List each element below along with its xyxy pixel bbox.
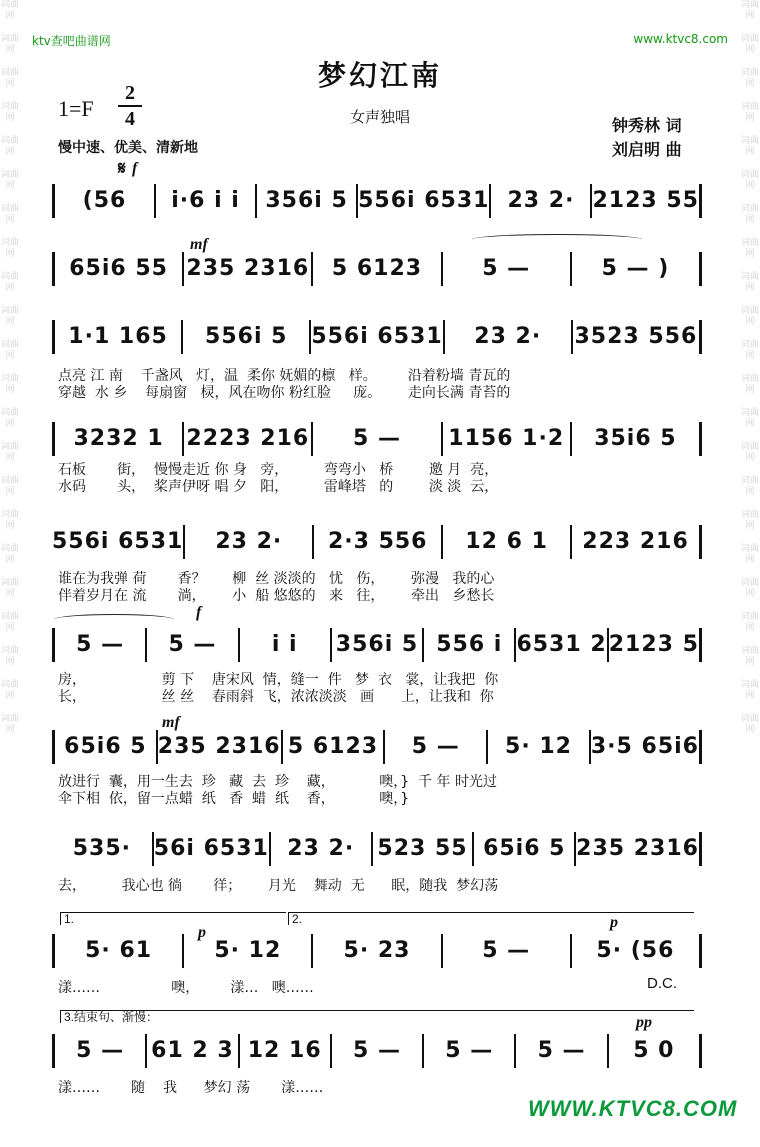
measure: i i [240, 628, 332, 662]
measure: 556i 6531 [358, 184, 491, 218]
performance-type: 女声独唱 [350, 108, 411, 126]
measure: 1156 1·2 [443, 422, 572, 456]
notes-row [52, 525, 702, 559]
notes-row [52, 832, 702, 866]
measure: 5 6123 [313, 252, 442, 286]
lyrics-verse-2: 水码 头， 桨声伊呀 唱 夕 阳， 雷峰塔 的 淡 淡 云， [58, 479, 499, 495]
measure: 12 16 [240, 1034, 332, 1068]
measure: 65i6 55 [55, 252, 184, 286]
measure: 3232 1 [55, 422, 184, 456]
lyrics-verse-1: 点亮 江 南 千盏风 灯，温 柔你 妩媚的檩 样。 沿着粉墙 青瓦的 [58, 368, 511, 384]
lyrics-verse-2: 穿越 水 乡 每扇窗 棂，风在吻你 粉红脸 庞。 走向长满 青苔的 [58, 385, 511, 401]
measure: 5 — [424, 1034, 516, 1068]
tempo-marking: 慢中速、优美、清新地 [58, 140, 198, 156]
notes-row [52, 422, 702, 456]
measure: 235 2316 [158, 730, 283, 764]
measure: 523 55 [373, 832, 475, 866]
dynamic-forte: f [132, 160, 138, 177]
measure: 556i 6531 [311, 320, 444, 354]
measure: 5 — [55, 628, 147, 662]
song-title: 梦幻江南 [317, 59, 442, 92]
measure: 2123 55 [592, 188, 699, 213]
measure: 5 — [147, 628, 239, 662]
measure: 5 — ) [601, 256, 670, 281]
measure: 5· 61 [55, 934, 184, 968]
credits [612, 114, 682, 162]
lyrics-verse-1: 石板 街， 慢慢走近 你 身 旁， 弯弯小 桥 邀 月 亮， [58, 462, 499, 478]
lyrics-verse-1: 谁在为我弹 荷 香？ 柳 丝 淡淡的 忧 伤， 弥漫 我的心 [58, 571, 495, 587]
dynamic-mezzo-forte-2: mf [162, 714, 180, 731]
volta-second-ending: 2. [288, 912, 694, 925]
measure: 356i 5 [257, 184, 358, 218]
measure: 5 — [55, 1034, 147, 1068]
side-watermark-left: 词曲网 词曲网 词曲网 词曲网 词曲网 词曲网 词曲网 词曲网 词曲网 词曲网 词曲网 词曲网 词曲网 词曲网 词曲网 词曲网 词曲网 词曲网 词曲网 词曲网 词曲网 词曲网 [0, 0, 19, 735]
lyrics-verse-1: 放进行 囊，用一生去 珍 藏 去 珍 藏， 噢，} 千 年 时光过 [58, 774, 497, 790]
lyrics-verse-1: 漾…… 随 我 梦幻 荡 漾…… [58, 1080, 324, 1096]
measure: 23 2· [185, 525, 314, 559]
lyrics-verse-2: 长， 丝 丝 春雨斜 飞，浓浓淡淡 画 上，让我和 你 [58, 689, 494, 705]
segno-sign: 𝄋 [118, 158, 126, 178]
measure: 56i 6531 [154, 832, 271, 866]
key-signature: 1=F [58, 96, 94, 121]
measure: 5 6123 [283, 730, 386, 764]
measure: 356i 5 [332, 628, 424, 662]
measure: 5· 23 [313, 934, 442, 968]
composer: 刘启明 曲 [612, 140, 682, 159]
notes-row [52, 1034, 702, 1068]
measure: 5 — [443, 934, 572, 968]
lyrics-verse-2: 伞下相 依，留一点蜡 纸 香 蜡 纸 香， 噢，} [58, 791, 410, 807]
lyricist: 钟秀林 词 [612, 116, 682, 135]
measure: 5· 12 [184, 934, 313, 968]
measure: 556 i [424, 628, 516, 662]
lyrics-verse-1: 去， 我心也 徜 徉； 月光 舞动 无 眠，随我 梦幻荡 [58, 878, 499, 894]
dynamic-piano: p [198, 924, 206, 941]
lyrics-verse-1: 房， 剪 下 唐宋风 情，缝一 件 梦 衣 裳，让我把 你 [58, 672, 499, 688]
notes-row [52, 184, 702, 218]
measure: i·6 i i [156, 184, 257, 218]
meter-bottom: 4 [125, 108, 135, 130]
dynamic-pianissimo: pp [636, 1014, 652, 1031]
measure: 5· (56 [596, 938, 675, 963]
volta-first-ending: 1. [60, 912, 286, 925]
measure: 65i6 5 [55, 730, 158, 764]
measure: 23 2· [491, 184, 592, 218]
measure: 5 — [332, 1034, 424, 1068]
measure: 223 216 [582, 529, 689, 554]
measure: (56 [55, 184, 156, 218]
tie-mark [54, 614, 174, 625]
measure: 535· [52, 832, 154, 866]
watermark-site-name: ktv查吧曲谱网 [32, 34, 111, 48]
measure: 5 0 [633, 1038, 675, 1063]
notes-row [52, 730, 702, 764]
measure: 556i 6531 [52, 525, 185, 559]
time-signature [118, 82, 142, 130]
measure: 1·1 165 [55, 320, 183, 354]
dynamic-mezzo-forte: mf [190, 236, 208, 253]
measure: 35i6 5 [594, 426, 677, 451]
measure: 6531 2 [516, 628, 608, 662]
measure: 23 2· [271, 832, 373, 866]
notes-row [52, 320, 702, 354]
notes-row [52, 934, 702, 968]
measure: 5 — [443, 252, 572, 286]
dynamic-piano-2: p [610, 914, 618, 931]
measure: 12 6 1 [443, 525, 572, 559]
measure: 3·5 65i6 [590, 734, 699, 759]
measure: 5 — [385, 730, 488, 764]
watermark-site-url: www.ktvc8.com [633, 32, 728, 46]
measure: 235 2316 [576, 836, 699, 861]
measure: 2·3 556 [314, 525, 443, 559]
lyrics-verse-1: 漾…… 噢， 漾… 噢…… [58, 980, 314, 996]
measure: 5 — [516, 1034, 608, 1068]
measure: 5· 12 [488, 730, 591, 764]
measure: 235 2316 [184, 252, 313, 286]
notes-row [52, 628, 702, 662]
site-logo: WWW.KTVC8.COM [528, 1096, 738, 1121]
meter-top: 2 [125, 82, 135, 104]
measure: 61 2 3 [147, 1034, 239, 1068]
notes-row [52, 252, 702, 286]
measure: 5 — [313, 422, 442, 456]
da-capo-mark: D.C. [647, 975, 677, 992]
measure: 2123 5 [608, 632, 699, 657]
measure: 65i6 5 [474, 832, 576, 866]
lyrics-verse-2: 伴着岁月在 流 淌， 小 船 悠悠的 来 往， 牵出 乡愁长 [58, 588, 495, 604]
dynamic-forte-2: f [196, 604, 202, 621]
measure: 556i 5 [183, 320, 311, 354]
measure: 23 2· [445, 320, 573, 354]
side-watermark-right: 词曲网 词曲网 词曲网 词曲网 词曲网 词曲网 词曲网 词曲网 词曲网 词曲网 词曲网 词曲网 词曲网 词曲网 词曲网 词曲网 词曲网 词曲网 词曲网 词曲网 词曲网 词曲网 [740, 0, 759, 735]
measure: 2223 216 [184, 422, 313, 456]
volta-third-ending: 3.结束句、渐慢： [60, 1010, 694, 1023]
tie-mark [472, 234, 642, 245]
measure: 3523 556 [574, 324, 698, 349]
